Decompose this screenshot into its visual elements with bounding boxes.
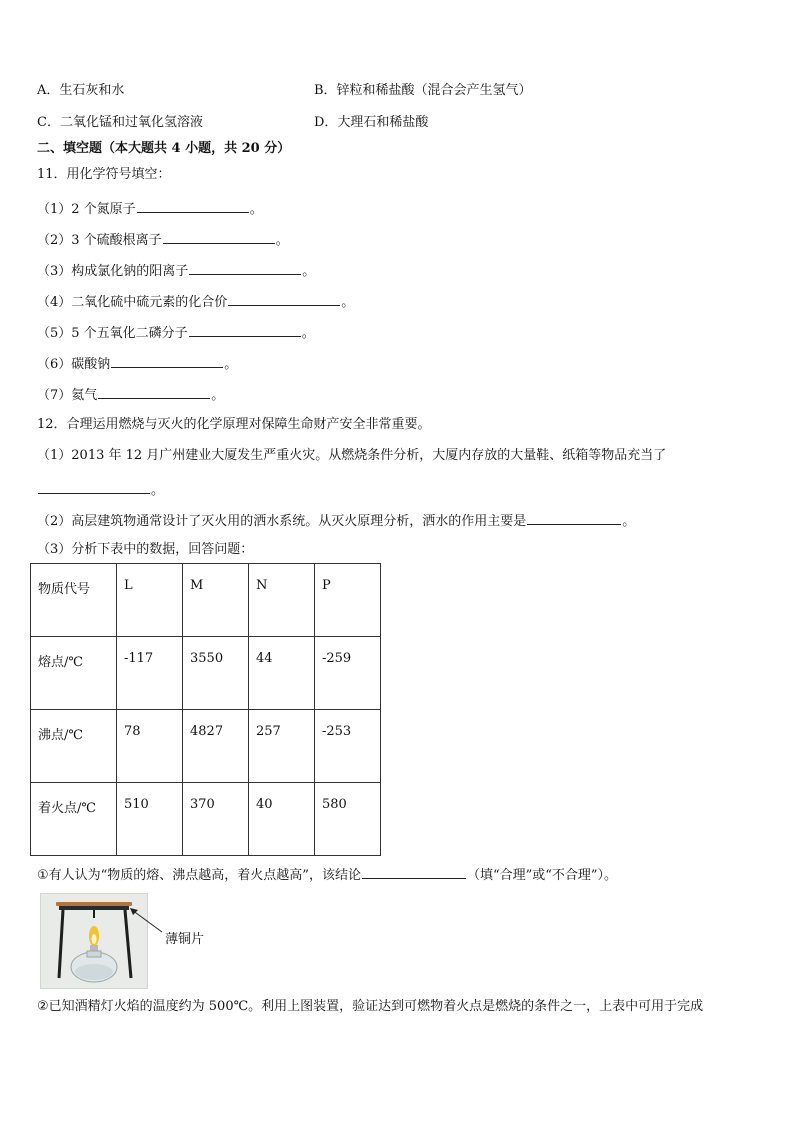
table-cell: 着火点/℃ [31, 783, 117, 856]
option-b: B．锌粒和稀盐酸（混合会产生氢气） [314, 83, 532, 98]
option-a: A．生石灰和水 [37, 83, 125, 98]
table-row [31, 710, 381, 783]
answer-blank[interactable] [111, 353, 223, 368]
table-cell: 44 [249, 637, 315, 710]
table-cell: 40 [249, 783, 315, 856]
answer-blank[interactable] [98, 384, 210, 399]
table-cell: -259 [315, 637, 381, 710]
answer-blank[interactable] [137, 198, 249, 213]
table-cell: 3550 [183, 637, 249, 710]
table-cell: 257 [249, 710, 315, 783]
answer-blank[interactable] [362, 864, 466, 879]
table-cell: N [249, 564, 315, 637]
answer-blank[interactable] [527, 510, 621, 525]
q11-item-6: （6）碳酸钠 。 [37, 353, 237, 374]
table-header-row [31, 564, 381, 637]
q11-item-3: （3）构成氯化钠的阳离子 。 [37, 260, 315, 281]
q12-part-3: （3）分析下表中的数据，回答问题： [37, 542, 254, 557]
pointer-arrow [128, 906, 164, 934]
q11-item-1: （1）2 个氮原子 。 [37, 198, 263, 219]
melting-boiling-ignition-table [30, 563, 381, 856]
table-cell: 4827 [183, 710, 249, 783]
table-cell: 沸点/℃ [31, 710, 117, 783]
copper-sheet-label: 薄铜片 [165, 932, 205, 947]
table-row [31, 783, 381, 856]
q12-stem: 12．合理运用燃烧与灭火的化学原理对保障生命财产安全非常重要。 [37, 417, 431, 432]
sub-question-1: ①有人认为“物质的熔、沸点越高，着火点越高”，该结论 （填“合理”或“不合理”）。 [37, 864, 617, 885]
section-title: 二、填空题（本大题共 4 小题，共 20 分） [37, 141, 291, 156]
table-cell: M [183, 564, 249, 637]
copper-sheet [56, 902, 132, 906]
table-cell: P [315, 564, 381, 637]
sub-question-2: ②已知酒精灯火焰的温度约为 500℃。利用上图装置，验证达到可燃物着火点是燃烧的条件之一，上表中可用于完成 [37, 999, 704, 1014]
circled-number-1: ① [37, 868, 49, 883]
table-cell: 370 [183, 783, 249, 856]
table-cell: -253 [315, 710, 381, 783]
q12-part-2: （2）高层建筑物通常设计了灭火用的洒水系统。从灭火原理分析，洒水的作用主要是 。 [37, 510, 635, 531]
table-cell: 熔点/℃ [31, 637, 117, 710]
table-cell: -117 [117, 637, 183, 710]
table-row [31, 637, 381, 710]
table-cell: 78 [117, 710, 183, 783]
q12-part-1: （1）2013 年 12 月广州建业大厦发生严重火灾。从燃烧条件分析，大厦内存放的大量鞋、纸箱等物品充当了 [37, 448, 667, 463]
q11-item-4: （4）二氧化硫中硫元素的化合价 。 [37, 291, 354, 312]
table-cell: 物质代号 [31, 564, 117, 637]
table-cell: 510 [117, 783, 183, 856]
circled-number-2: ② [37, 999, 49, 1014]
q11-item-7: （7）氦气 。 [37, 384, 224, 405]
q11-stem: 11．用化学符号填空： [37, 167, 171, 182]
q11-item-5: （5）5 个五氧化二磷分子 。 [37, 322, 315, 343]
q11-item-2: （2）3 个硫酸根离子 。 [37, 229, 289, 250]
q12-part-1-answer: 。 [37, 479, 164, 500]
table-cell: L [117, 564, 183, 637]
option-d: D．大理石和稀盐酸 [314, 115, 429, 130]
answer-blank[interactable] [189, 322, 301, 337]
table-cell: 580 [315, 783, 381, 856]
answer-blank[interactable] [189, 260, 301, 275]
answer-blank[interactable] [38, 479, 150, 494]
option-c: C．二氧化锰和过氧化氢溶液 [37, 115, 203, 130]
answer-blank[interactable] [228, 291, 340, 306]
answer-blank[interactable] [163, 229, 275, 244]
